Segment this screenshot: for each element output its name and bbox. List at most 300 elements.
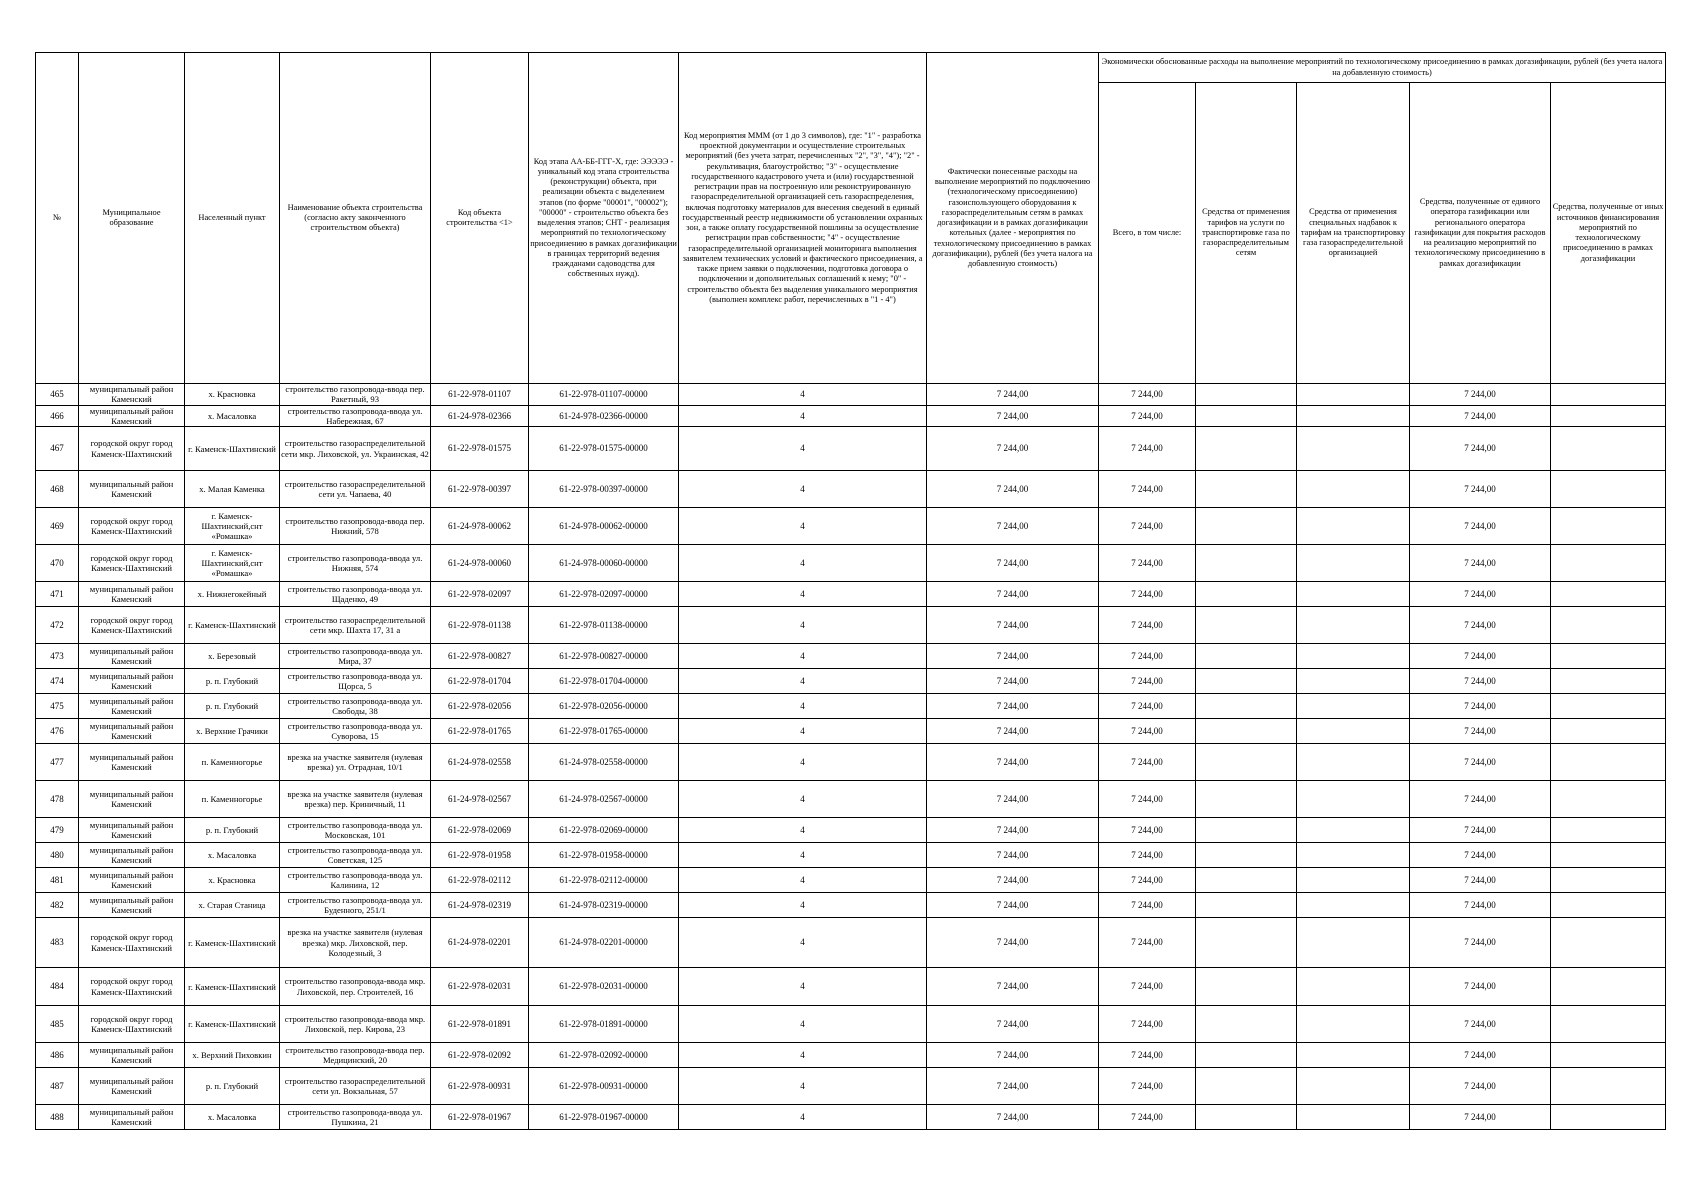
cell-other-sources [1551,405,1666,427]
cell-total: 7 244,00 [1099,427,1196,471]
cell-actual-costs: 7 244,00 [927,893,1099,918]
cell-other-sources [1551,1105,1666,1130]
cell-operator-funds: 7 244,00 [1410,843,1551,868]
cell-total: 7 244,00 [1099,893,1196,918]
cell-special-markup [1297,918,1410,968]
cell-municipality: муниципальный район Каменский [79,694,185,719]
cell-operator-funds: 7 244,00 [1410,405,1551,427]
cell-actual-costs: 7 244,00 [927,1006,1099,1043]
cell-object-name: строительство газопровода-ввода ул. Советская, 125 [280,843,431,868]
cell-settlement: х. Масаловка [185,405,280,427]
cell-object-name: врезка на участке заявителя (нулевая врезка) мкр. Лиховской, пер. Колодезный, 3 [280,918,431,968]
cell-object-code: 61-22-978-01967 [431,1105,529,1130]
cell-actual-costs: 7 244,00 [927,1068,1099,1105]
cell-settlement: х. Березовый [185,644,280,669]
cell-special-markup [1297,582,1410,607]
cell-object-code: 61-22-978-02069 [431,818,529,843]
cell-other-sources [1551,719,1666,744]
cell-operator-funds: 7 244,00 [1410,918,1551,968]
cell-num: 478 [36,781,79,818]
cell-object-code: 61-22-978-01765 [431,719,529,744]
cell-object-code: 61-22-978-02056 [431,694,529,719]
header-settlement: Населенный пункт [185,53,280,384]
header-actual-costs: Фактически понесенные расходы на выполнение мероприятий по подключению (технологическому присоединению) газоиспользующего оборудования к газораспределительным сетям в рамках догазификации и в рамках догазификации котельных (далее - мероприятия по технологическому присоединению в рамках догазификации), рублей (без учета налога на добавленную стоимость) [927,53,1099,384]
cell-settlement: г. Каменск-Шахтинский [185,427,280,471]
cell-operator-funds: 7 244,00 [1410,694,1551,719]
cell-num: 471 [36,582,79,607]
cell-object-code: 61-22-978-00827 [431,644,529,669]
cell-total: 7 244,00 [1099,1105,1196,1130]
cell-stage-code: 61-24-978-00060-00000 [529,545,679,582]
cell-other-sources [1551,427,1666,471]
cell-object-name: строительство газопровода-ввода пер. Нижний, 578 [280,508,431,545]
cell-num: 488 [36,1105,79,1130]
header-municipality: Муниципальное образование [79,53,185,384]
cell-special-markup [1297,508,1410,545]
table-row [36,818,1666,843]
table-row [36,508,1666,545]
cell-stage-code: 61-22-978-02112-00000 [529,868,679,893]
cell-activity-code: 4 [679,644,927,669]
cell-total: 7 244,00 [1099,1006,1196,1043]
header-total: Всего, в том числе: [1099,83,1196,384]
cell-operator-funds: 7 244,00 [1410,1043,1551,1068]
cell-other-sources [1551,781,1666,818]
cell-municipality: городской округ город Каменск-Шахтинский [79,1006,185,1043]
cell-special-markup [1297,427,1410,471]
header-special-markup: Средства от применения специальных надбавок к тарифам на транспортировку газа газораспределительной организацией [1297,83,1410,384]
cell-special-markup [1297,1006,1410,1043]
cell-object-name: строительство газопровода-ввода ул. Буденного, 251/1 [280,893,431,918]
cell-activity-code: 4 [679,471,927,508]
cell-operator-funds: 7 244,00 [1410,968,1551,1006]
table-row [36,781,1666,818]
cell-object-name: строительство газопровода-ввода ул. Набережная, 67 [280,405,431,427]
cell-tariff-funds [1196,744,1297,781]
cell-actual-costs: 7 244,00 [927,744,1099,781]
data-table [35,52,1666,1130]
cell-object-code: 61-22-978-02112 [431,868,529,893]
cell-special-markup [1297,893,1410,918]
table-body [36,384,1666,1130]
cell-activity-code: 4 [679,582,927,607]
cell-actual-costs: 7 244,00 [927,471,1099,508]
table-row [36,582,1666,607]
table-row [36,968,1666,1006]
cell-special-markup [1297,545,1410,582]
cell-settlement: х. Малая Каменка [185,471,280,508]
cell-object-name: строительство газопровода-ввода мкр. Лиховской, пер. Строителей, 16 [280,968,431,1006]
cell-stage-code: 61-22-978-00397-00000 [529,471,679,508]
cell-num: 485 [36,1006,79,1043]
cell-num: 479 [36,818,79,843]
cell-activity-code: 4 [679,1043,927,1068]
cell-object-name: строительство газопровода-ввода ул. Суворова, 15 [280,719,431,744]
cell-object-code: 61-22-978-00931 [431,1068,529,1105]
cell-num: 466 [36,405,79,427]
cell-activity-code: 4 [679,868,927,893]
cell-stage-code: 61-22-978-02097-00000 [529,582,679,607]
cell-total: 7 244,00 [1099,843,1196,868]
cell-activity-code: 4 [679,1105,927,1130]
cell-actual-costs: 7 244,00 [927,427,1099,471]
cell-municipality: муниципальный район Каменский [79,843,185,868]
table-row [36,644,1666,669]
cell-actual-costs: 7 244,00 [927,644,1099,669]
cell-special-markup [1297,669,1410,694]
cell-object-name: строительство газопровода-ввода ул. Щорса, 5 [280,669,431,694]
cell-tariff-funds [1196,1043,1297,1068]
cell-tariff-funds [1196,1006,1297,1043]
cell-num: 474 [36,669,79,694]
cell-operator-funds: 7 244,00 [1410,818,1551,843]
cell-total: 7 244,00 [1099,669,1196,694]
cell-object-name: строительство газораспределительной сети мкр. Шахта 17, 31 а [280,607,431,644]
cell-tariff-funds [1196,818,1297,843]
table-row [36,744,1666,781]
cell-object-code: 61-22-978-02097 [431,582,529,607]
cell-stage-code: 61-22-978-02069-00000 [529,818,679,843]
cell-activity-code: 4 [679,1068,927,1105]
table-row [36,669,1666,694]
cell-municipality: городской округ город Каменск-Шахтинский [79,968,185,1006]
cell-stage-code: 61-22-978-01704-00000 [529,669,679,694]
cell-actual-costs: 7 244,00 [927,405,1099,427]
cell-tariff-funds [1196,1068,1297,1105]
cell-settlement: х. Масаловка [185,843,280,868]
table-row [36,843,1666,868]
cell-special-markup [1297,1068,1410,1105]
cell-settlement: г. Каменск-Шахтинский [185,968,280,1006]
cell-stage-code: 61-24-978-02319-00000 [529,893,679,918]
cell-total: 7 244,00 [1099,1043,1196,1068]
cell-tariff-funds [1196,694,1297,719]
cell-special-markup [1297,1043,1410,1068]
cell-special-markup [1297,694,1410,719]
cell-total: 7 244,00 [1099,471,1196,508]
cell-actual-costs: 7 244,00 [927,545,1099,582]
cell-special-markup [1297,868,1410,893]
cell-object-name: строительство газопровода-ввода мкр. Лиховской, пер. Кирова, 23 [280,1006,431,1043]
cell-settlement: р. п. Глубокий [185,694,280,719]
cell-activity-code: 4 [679,405,927,427]
cell-other-sources [1551,644,1666,669]
cell-total: 7 244,00 [1099,744,1196,781]
cell-activity-code: 4 [679,781,927,818]
cell-settlement: х. Красновка [185,868,280,893]
cell-other-sources [1551,868,1666,893]
cell-num: 481 [36,868,79,893]
cell-num: 467 [36,427,79,471]
cell-activity-code: 4 [679,669,927,694]
cell-num: 472 [36,607,79,644]
cell-settlement: п. Каменногорье [185,781,280,818]
cell-operator-funds: 7 244,00 [1410,644,1551,669]
cell-municipality: муниципальный район Каменский [79,471,185,508]
cell-activity-code: 4 [679,744,927,781]
header-operator-funds: Средства, полученные от единого оператора газификации или регионального оператора газификации для покрытия расходов на реализацию мероприятий по технологическому присоединению в рамках догазификации [1410,83,1551,384]
cell-stage-code: 61-22-978-00931-00000 [529,1068,679,1105]
cell-other-sources [1551,843,1666,868]
cell-actual-costs: 7 244,00 [927,607,1099,644]
cell-tariff-funds [1196,1105,1297,1130]
cell-actual-costs: 7 244,00 [927,1043,1099,1068]
cell-num: 475 [36,694,79,719]
cell-total: 7 244,00 [1099,1068,1196,1105]
cell-other-sources [1551,471,1666,508]
header-object-code: Код объекта строительства <1> [431,53,529,384]
cell-municipality: городской округ город Каменск-Шахтинский [79,607,185,644]
table-row [36,918,1666,968]
cell-other-sources [1551,384,1666,406]
cell-settlement: х. Старая Станица [185,893,280,918]
cell-num: 484 [36,968,79,1006]
cell-settlement: х. Красновка [185,384,280,406]
cell-object-code: 61-22-978-01107 [431,384,529,406]
cell-total: 7 244,00 [1099,607,1196,644]
cell-object-name: строительство газопровода-ввода пер. Ракетный, 93 [280,384,431,406]
cell-tariff-funds [1196,918,1297,968]
cell-other-sources [1551,744,1666,781]
cell-special-markup [1297,719,1410,744]
cell-municipality: муниципальный район Каменский [79,1043,185,1068]
cell-settlement: г. Каменск-Шахтинский,снт «Ромашка» [185,508,280,545]
cell-tariff-funds [1196,607,1297,644]
cell-stage-code: 61-22-978-01575-00000 [529,427,679,471]
cell-special-markup [1297,744,1410,781]
cell-num: 480 [36,843,79,868]
cell-actual-costs: 7 244,00 [927,719,1099,744]
cell-operator-funds: 7 244,00 [1410,669,1551,694]
cell-object-name: строительство газопровода-ввода ул. Калинина, 12 [280,868,431,893]
table-row [36,893,1666,918]
cell-num: 468 [36,471,79,508]
cell-actual-costs: 7 244,00 [927,1105,1099,1130]
table-header [36,53,1666,384]
cell-other-sources [1551,582,1666,607]
table-row [36,694,1666,719]
cell-tariff-funds [1196,405,1297,427]
cell-activity-code: 4 [679,719,927,744]
cell-tariff-funds [1196,508,1297,545]
header-num: № [36,53,79,384]
cell-settlement: п. Каменногорье [185,744,280,781]
cell-tariff-funds [1196,968,1297,1006]
table-row [36,868,1666,893]
cell-municipality: городской округ город Каменск-Шахтинский [79,427,185,471]
cell-activity-code: 4 [679,1006,927,1043]
cell-other-sources [1551,1006,1666,1043]
cell-municipality: муниципальный район Каменский [79,582,185,607]
cell-tariff-funds [1196,893,1297,918]
cell-object-name: строительство газопровода-ввода ул. Пушкина, 21 [280,1105,431,1130]
cell-activity-code: 4 [679,818,927,843]
cell-tariff-funds [1196,545,1297,582]
cell-tariff-funds [1196,582,1297,607]
cell-activity-code: 4 [679,893,927,918]
cell-object-name: строительство газораспределительной сети ул. Вокзальная, 57 [280,1068,431,1105]
cell-activity-code: 4 [679,384,927,406]
table-row [36,1105,1666,1130]
cell-operator-funds: 7 244,00 [1410,607,1551,644]
cell-stage-code: 61-22-978-01891-00000 [529,1006,679,1043]
table-row [36,545,1666,582]
cell-municipality: муниципальный район Каменский [79,744,185,781]
cell-settlement: г. Каменск-Шахтинский [185,607,280,644]
cell-object-name: строительство газопровода-ввода ул. Свободы, 38 [280,694,431,719]
cell-other-sources [1551,968,1666,1006]
cell-municipality: городской округ город Каменск-Шахтинский [79,918,185,968]
cell-object-code: 61-24-978-00060 [431,545,529,582]
cell-object-name: строительство газораспределительной сети мкр. Лиховской, ул. Украинская, 42 [280,427,431,471]
cell-actual-costs: 7 244,00 [927,918,1099,968]
cell-actual-costs: 7 244,00 [927,384,1099,406]
cell-municipality: муниципальный район Каменский [79,818,185,843]
cell-activity-code: 4 [679,968,927,1006]
cell-stage-code: 61-22-978-02056-00000 [529,694,679,719]
cell-other-sources [1551,545,1666,582]
cell-special-markup [1297,818,1410,843]
header-tariff-funds: Средства от применения тарифов на услуги по транспортировке газа по газораспределительным сетям [1196,83,1297,384]
cell-object-code: 61-22-978-01704 [431,669,529,694]
cell-num: 476 [36,719,79,744]
cell-special-markup [1297,968,1410,1006]
cell-tariff-funds [1196,384,1297,406]
cell-total: 7 244,00 [1099,818,1196,843]
cell-other-sources [1551,1068,1666,1105]
cell-num: 486 [36,1043,79,1068]
header-activity-code: Код мероприятия МММ (от 1 до 3 символов), где: "1" - разработка проектной документации и осуществление строительных мероприятий (без учета затрат, перечисленных "2", "3", "4"); "2" - рекультивация, благоустройство; "3" - осуществление государственного кадастрового учета и (или) государственной регистрации прав на построенную или реконструированную газораспределительной организацией сеть газораспределения, включая подготовку материалов для внесения сведений в единый государственный реестр недвижимости об установлении охранных зон, а также оплату государственной пошлины за осуществление регистрации прав собственности; "4" - осуществление газораспределительной организацией мониторинга выполнения заявителем технических условий и фактического присоединения, а также прием заявки о подключении, подготовка договора о подключении и дополнительных соглашений к нему; "0" - строительство объекта без выделения уникального мероприятия (выполнен комплекс работ, перечисленных в "1 - 4") [679,53,927,384]
cell-num: 470 [36,545,79,582]
table-row [36,405,1666,427]
cell-operator-funds: 7 244,00 [1410,1105,1551,1130]
cell-special-markup [1297,644,1410,669]
cell-num: 477 [36,744,79,781]
cell-operator-funds: 7 244,00 [1410,582,1551,607]
cell-total: 7 244,00 [1099,405,1196,427]
cell-special-markup [1297,405,1410,427]
cell-object-code: 61-22-978-02092 [431,1043,529,1068]
cell-actual-costs: 7 244,00 [927,843,1099,868]
cell-special-markup [1297,1105,1410,1130]
cell-other-sources [1551,607,1666,644]
table-row [36,1006,1666,1043]
cell-activity-code: 4 [679,508,927,545]
header-other-sources: Средства, полученные от иных источников финансирования мероприятий по технологическому присоединению в рамках догазификации [1551,83,1666,384]
cell-settlement: р. п. Глубокий [185,1068,280,1105]
cell-object-code: 61-22-978-01891 [431,1006,529,1043]
cell-stage-code: 61-22-978-01967-00000 [529,1105,679,1130]
cell-settlement: х. Верхние Грачики [185,719,280,744]
cell-municipality: городской округ город Каменск-Шахтинский [79,508,185,545]
cell-settlement: р. п. Глубокий [185,818,280,843]
cell-object-name: строительство газопровода-ввода ул. Московская, 101 [280,818,431,843]
header-object-name: Наименование объекта строительства (согласно акту законченного строительством объекта) [280,53,431,384]
cell-municipality: муниципальный район Каменский [79,781,185,818]
cell-municipality: муниципальный район Каменский [79,644,185,669]
cell-actual-costs: 7 244,00 [927,818,1099,843]
cell-municipality: муниципальный район Каменский [79,868,185,893]
cell-object-code: 61-24-978-02201 [431,918,529,968]
cell-municipality: муниципальный район Каменский [79,405,185,427]
cell-operator-funds: 7 244,00 [1410,545,1551,582]
cell-total: 7 244,00 [1099,719,1196,744]
cell-settlement: г. Каменск-Шахтинский,снт «Ромашка» [185,545,280,582]
cell-object-code: 61-22-978-01575 [431,427,529,471]
cell-activity-code: 4 [679,427,927,471]
cell-special-markup [1297,471,1410,508]
cell-other-sources [1551,669,1666,694]
cell-stage-code: 61-22-978-01107-00000 [529,384,679,406]
cell-tariff-funds [1196,843,1297,868]
cell-municipality: муниципальный район Каменский [79,893,185,918]
cell-total: 7 244,00 [1099,968,1196,1006]
cell-operator-funds: 7 244,00 [1410,471,1551,508]
cell-object-code: 61-22-978-01958 [431,843,529,868]
cell-object-name: врезка на участке заявителя (нулевая врезка) ул. Отрадная, 10/1 [280,744,431,781]
cell-other-sources [1551,893,1666,918]
cell-total: 7 244,00 [1099,384,1196,406]
cell-total: 7 244,00 [1099,582,1196,607]
cell-stage-code: 61-24-978-02201-00000 [529,918,679,968]
table-row [36,1043,1666,1068]
cell-total: 7 244,00 [1099,918,1196,968]
cell-total: 7 244,00 [1099,545,1196,582]
cell-object-name: строительство газопровода-ввода ул. Нижняя, 574 [280,545,431,582]
cell-stage-code: 61-22-978-02031-00000 [529,968,679,1006]
cell-object-name: строительство газопровода-ввода ул. Щаденко, 49 [280,582,431,607]
cell-operator-funds: 7 244,00 [1410,868,1551,893]
cell-operator-funds: 7 244,00 [1410,1006,1551,1043]
cell-object-code: 61-24-978-02319 [431,893,529,918]
cell-operator-funds: 7 244,00 [1410,893,1551,918]
cell-special-markup [1297,781,1410,818]
cell-actual-costs: 7 244,00 [927,781,1099,818]
cell-stage-code: 61-22-978-00827-00000 [529,644,679,669]
cell-object-name: строительство газораспределительной сети ул. Чапаева, 40 [280,471,431,508]
cell-activity-code: 4 [679,694,927,719]
cell-num: 487 [36,1068,79,1105]
cell-activity-code: 4 [679,918,927,968]
cell-settlement: х. Масаловка [185,1105,280,1130]
cell-settlement: р. п. Глубокий [185,669,280,694]
cell-operator-funds: 7 244,00 [1410,781,1551,818]
cell-num: 473 [36,644,79,669]
cell-actual-costs: 7 244,00 [927,968,1099,1006]
cell-object-name: врезка на участке заявителя (нулевая врезка) пер. Криничный, 11 [280,781,431,818]
cell-municipality: муниципальный район Каменский [79,384,185,406]
table-row [36,427,1666,471]
cell-object-code: 61-24-978-02366 [431,405,529,427]
cell-operator-funds: 7 244,00 [1410,719,1551,744]
cell-object-code: 61-22-978-01138 [431,607,529,644]
table-row [36,607,1666,644]
cell-object-code: 61-22-978-00397 [431,471,529,508]
cell-settlement: х. Верхний Пиховкин [185,1043,280,1068]
cell-tariff-funds [1196,471,1297,508]
cell-total: 7 244,00 [1099,781,1196,818]
cell-stage-code: 61-24-978-00062-00000 [529,508,679,545]
cell-tariff-funds [1196,719,1297,744]
cell-municipality: муниципальный район Каменский [79,1105,185,1130]
table-row [36,1068,1666,1105]
cell-num: 482 [36,893,79,918]
cell-activity-code: 4 [679,843,927,868]
table-row [36,384,1666,406]
cell-stage-code: 61-24-978-02558-00000 [529,744,679,781]
cell-tariff-funds [1196,868,1297,893]
cell-other-sources [1551,818,1666,843]
